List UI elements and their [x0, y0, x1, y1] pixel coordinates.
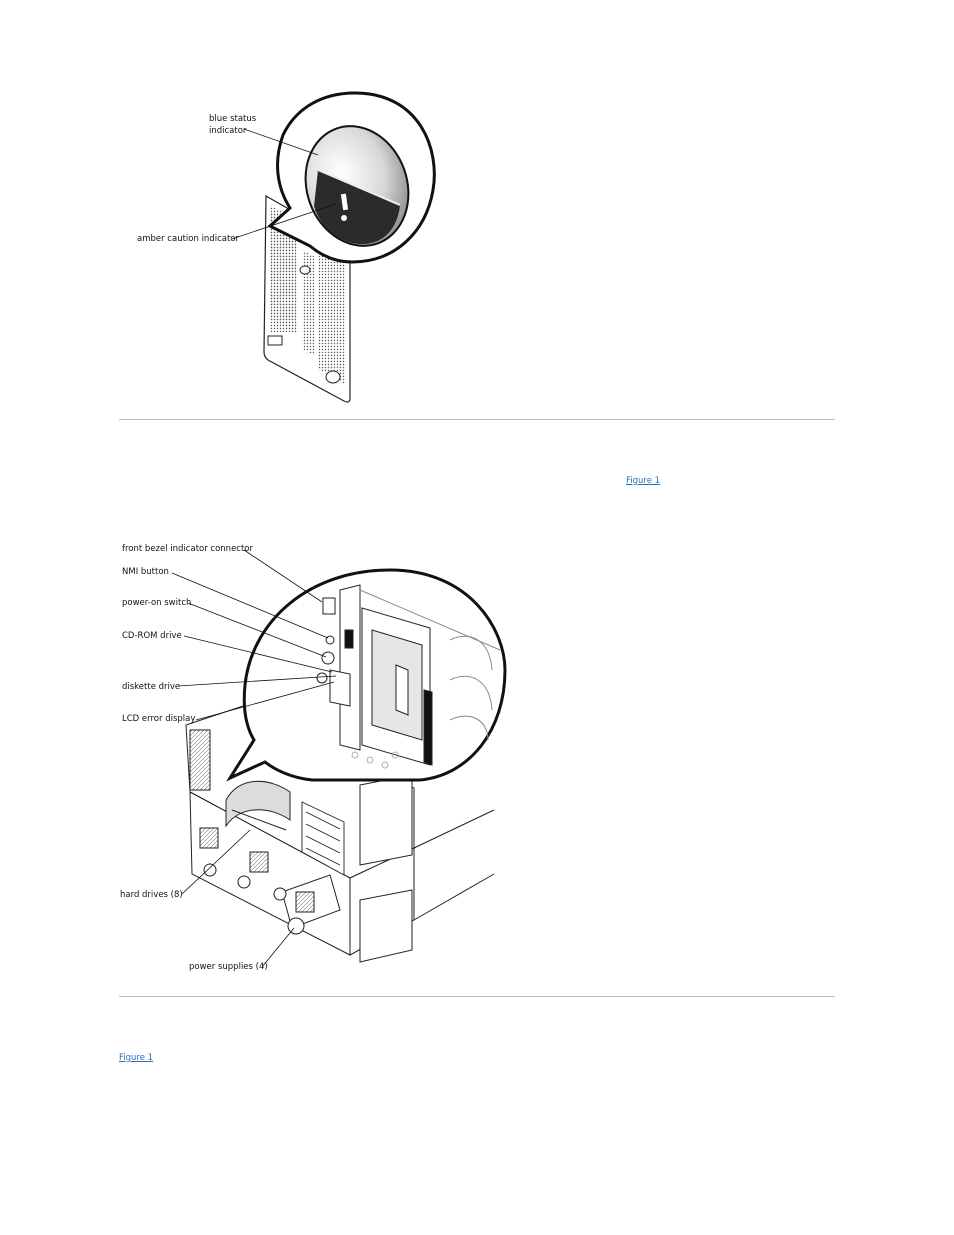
figure-link[interactable]: Figure 1 [626, 476, 661, 486]
figure-link[interactable]: Figure 1 [119, 1053, 154, 1063]
label-front-bezel-connector: front bezel indicator connector [122, 544, 253, 554]
label-diskette-drive: diskette drive [122, 682, 181, 692]
label-nmi-button: NMI button [122, 567, 169, 577]
label-lcd-error-display: LCD error display [122, 714, 196, 724]
bezel-illustration [0, 0, 954, 410]
section-divider [119, 419, 835, 420]
label-amber-caution: amber caution indicator [137, 234, 239, 244]
section-divider [119, 996, 835, 997]
label-blue-status-line2: indicator [209, 126, 247, 136]
label-power-supplies: power supplies (4) [189, 962, 268, 972]
label-blue-status-line1: blue status [209, 114, 257, 124]
label-blue-status [209, 113, 256, 137]
label-power-on-switch: power-on switch [122, 598, 192, 608]
label-cdrom-drive: CD-ROM drive [122, 631, 182, 641]
label-hard-drives: hard drives (8) [120, 890, 183, 900]
